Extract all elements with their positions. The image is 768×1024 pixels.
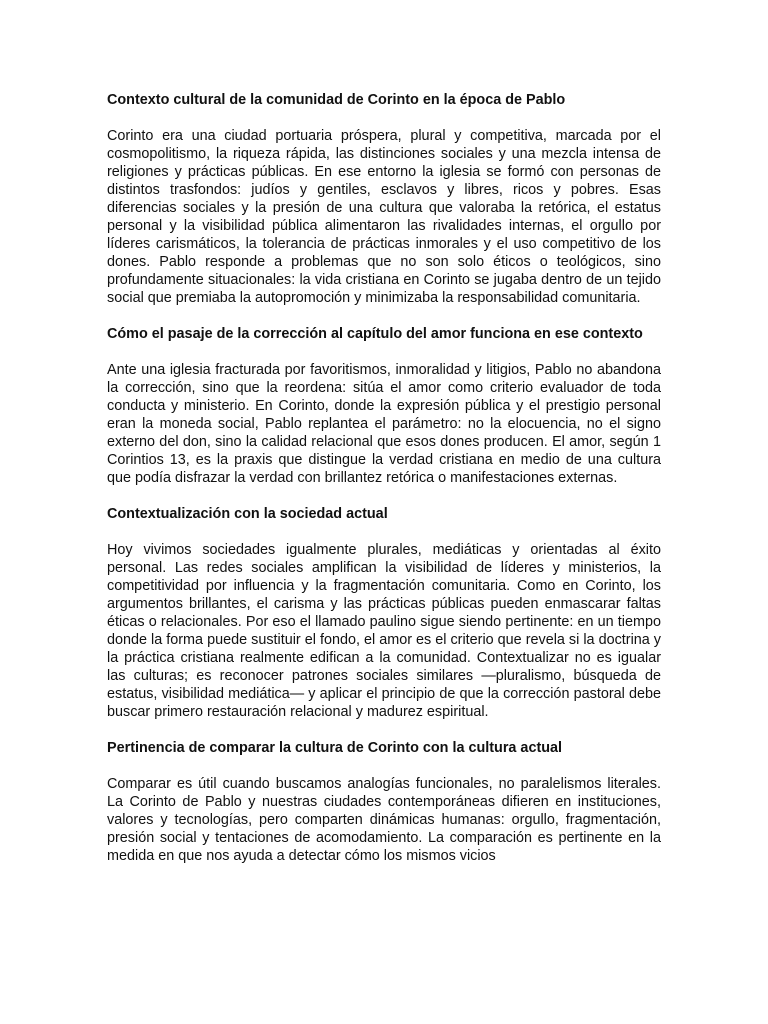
section-paragraph: Comparar es útil cuando buscamos analogías funcionales, no paralelismos literales. La Corinto de Pablo y nuestras ciudades contemporáneas difieren en instituciones, valores y tecnologías, pero comparten dinámicas humanas: orgullo, fragmentación, presión social y tentaciones de acomodamiento. La comparación es pertinente en la medida en que nos ayuda a detectar cómo los mismos vicios xyxy=(107,776,661,864)
section-corinth-context xyxy=(107,91,661,307)
section-heading: Contexto cultural de la comunidad de Corinto en la época de Pablo xyxy=(107,92,566,108)
section-comparison-pertinence xyxy=(107,739,661,865)
section-paragraph: Corinto era una ciudad portuaria próspera, plural y competitiva, marcada por el cosmopolitismo, la riqueza rápida, las distinciones sociales y una mezcla intensa de religiones y prácticas públicas. En ese entorno la iglesia se formó con personas de distintos trasfondos: judíos y gentiles, esclavos y libres, ricos y pobres. Esas diferencias sociales y la presión de una cultura que valoraba la retórica, el estatus personal y la visibilidad pública alimentaron las rivalidades internas, el orgullo por líderes carismáticos, la tolerancia de prácticas inmorales y el uso competitivo de los dones. Pablo responde a problemas que no son solo éticos o teológicos, sino profundamente situacionales: la vida cristiana en Corinto se jugaba dentro de un tejido social que premiaba la autopromoción y minimizaba la responsabilidad comunitaria. xyxy=(107,128,661,306)
section-correction-to-love xyxy=(107,325,661,487)
document-page xyxy=(107,91,661,883)
section-paragraph: Hoy vivimos sociedades igualmente plurales, mediáticas y orientadas al éxito personal. Las redes sociales amplifican la visibilidad de líderes y ministerios, la competitividad por influencia y la fragmentación comunitaria. Como en Corinto, los argumentos brillantes, el carisma y las prácticas públicas pueden enmascarar faltas éticas o relacionales. Por eso el llamado paulino sigue siendo pertinente: en un tiempo donde la forma puede sustituir el fondo, el amor es el criterio que revela si la doctrina y la práctica cristiana realmente edifican a la comunidad. Contextualizar no es igualar las culturas; es reconocer patrones sociales similares —pluralismo, búsqueda de estatus, visibilidad mediática— y aplicar el principio de que la corrección pastoral debe buscar primero restauración relacional y madurez espiritual. xyxy=(107,542,661,720)
section-heading: Contextualización con la sociedad actual xyxy=(107,506,388,522)
section-paragraph: Ante una iglesia fracturada por favoritismos, inmoralidad y litigios, Pablo no abandona la corrección, sino que la reordena: sitúa el amor como criterio evaluador de toda conducta y ministerio. En Corinto, donde la expresión pública y el prestigio personal eran la moneda social, Pablo replantea el parámetro: no la elocuencia, no el signo externo del don, sino la calidad relacional que esos dones producen. El amor, según 1 Corintios 13, es la praxis que distingue la verdad cristiana en medio de una cultura que podía disfrazar la verdad con brillantez retórica o manifestaciones externas. xyxy=(107,362,661,486)
section-heading: Pertinencia de comparar la cultura de Corinto con la cultura actual xyxy=(107,740,563,756)
section-heading: Cómo el pasaje de la corrección al capítulo del amor funciona en ese contexto xyxy=(107,326,643,342)
section-modern-contextualization xyxy=(107,505,661,721)
